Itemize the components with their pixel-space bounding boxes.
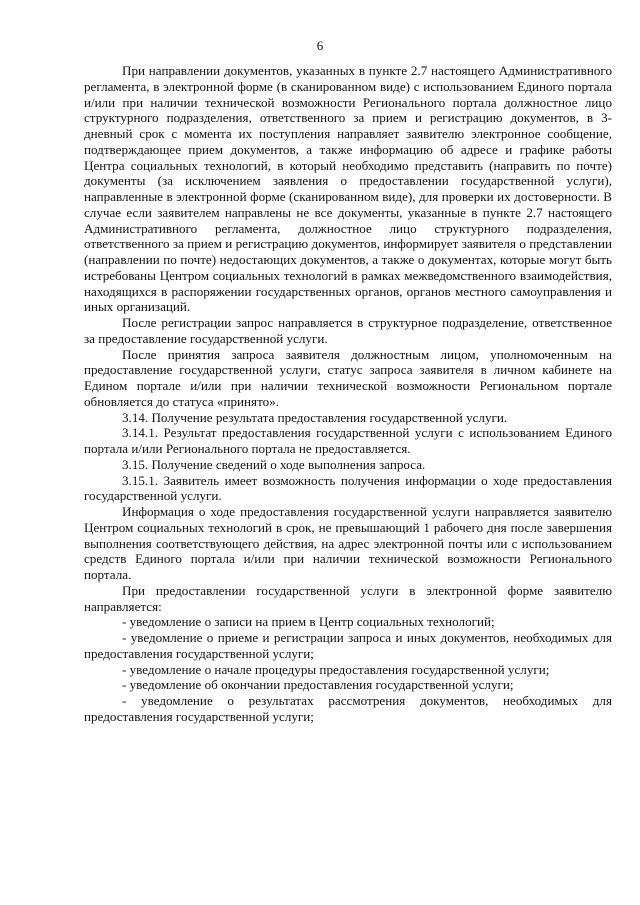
paragraph-progress-information: Информация о ходе предоставления государственной услуги направляется заявителю Центром социальных технологий в срок, не превышающий 1 рабочего дня после завершения выполнения соответствующего действия, на адрес электронной почты или с использованием средств Единого портала и/или при наличии технической возможности Регионального портала.: [84, 504, 612, 582]
paragraph-documents-submission: При направлении документов, указанных в пункте 2.7 настоящего Административного регламента, в электронной форме (в сканированном виде) с использованием Единого портала и/или при наличии технической возможности Регионального портала должностное лицо структурного подразделения, ответственного за прием и регистрацию документов, в 3-дневный срок с момента их поступления направляет заявителю электронное сообщение, подтверждающее прием документов, а также информацию об адресе и графике работы Центра социальных технологий, в который необходимо представить (направить по почте) документы (за исключением заявления о предоставлении государственной услуги), направленные в электронной форме (сканированном виде), для проверки их достоверности. В случае если заявителем направлены не все документы, указанные в пункте 2.7 настоящего Административного регламента, должностное лицо структурного подразделения, ответственного за прием и регистрацию документов, информирует заявителя о представлении (направлении по почте) недостающих документов, а также о документах, которые могут быть истребованы Центром социальных технологий в рамках межведомственного взаимодействия, находящихся в распоряжении государственных органов, органов местного самоуправления и иных организаций.: [84, 63, 612, 315]
list-item-registration-notice: - уведомление о приеме и регистрации запроса и иных документов, необходимых для предоставления государственной услуги;: [84, 630, 612, 661]
document-body: [84, 63, 612, 725]
paragraph-electronic-notifications: При предоставлении государственной услуги в электронной форме заявителю направляется:: [84, 582, 612, 614]
section-heading-3-15: 3.15. Получение сведений о ходе выполнения запроса.: [122, 456, 426, 472]
paragraph-3-15-1: 3.15.1. Заявитель имеет возможность получения информации о ходе предоставления государственной услуги.: [84, 472, 612, 504]
list-item-procedure-start-notice: - уведомление о начале процедуры предоставления государственной услуги;: [122, 661, 550, 677]
paragraph-after-registration: После регистрации запрос направляется в структурное подразделение, ответственное за предоставление государственной услуги.: [84, 315, 612, 346]
list-item-review-results-notice: - уведомление о результатах рассмотрения документов, необходимых для предоставления государственной услуги;: [84, 693, 612, 724]
list-item-completion-notice: - уведомление об окончании предоставления государственной услуги;: [122, 677, 514, 693]
list-item-appointment-notice: - уведомление о записи на прием в Центр социальных технологий;: [122, 614, 495, 630]
paragraph-3-14-1: 3.14.1. Результат предоставления государственной услуги с использованием Единого портала и/или Регионального портала не предоставляется.: [84, 425, 612, 456]
paragraph-request-status: После принятия запроса заявителя должностным лицом, уполномоченным на предоставление государственной услуги, статус запроса заявителя в личном кабинете на Едином портале и/или при наличии технической возможности Региональном портале обновляется до статуса «принято».: [84, 346, 612, 409]
page-number: 6: [316, 38, 324, 53]
section-heading-3-14: 3.14. Получение результата предоставления государственной услуги.: [122, 409, 508, 425]
